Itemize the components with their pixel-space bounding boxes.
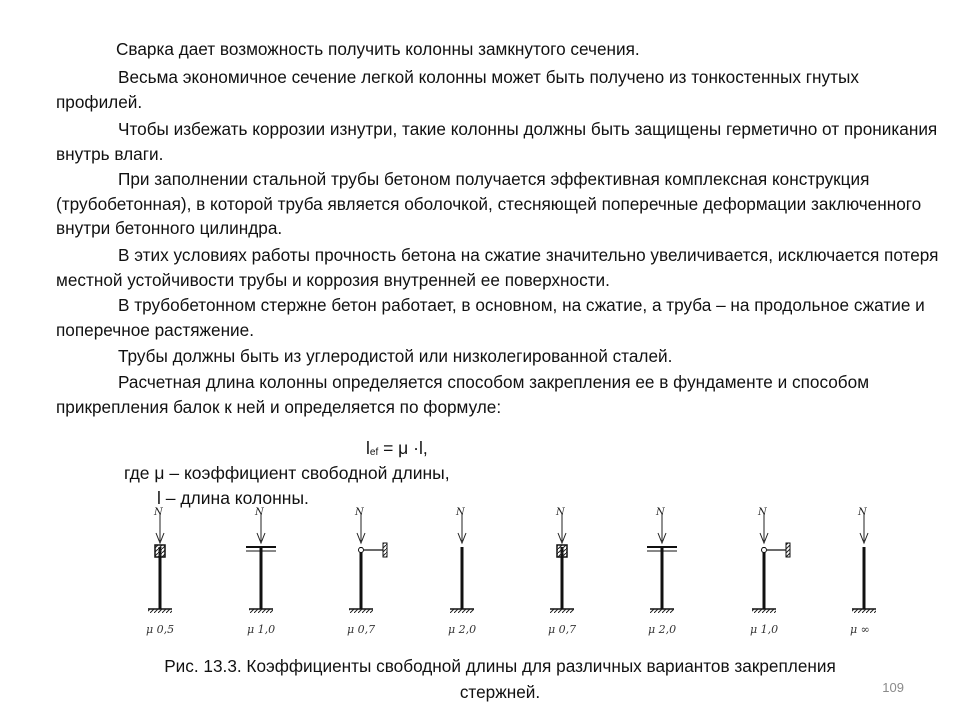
column-support-figure bbox=[130, 505, 910, 645]
column-1 bbox=[146, 507, 174, 636]
base-hatch bbox=[148, 609, 172, 613]
mu-label: μ 0,7 bbox=[347, 623, 376, 636]
load-label: N bbox=[556, 507, 565, 518]
load-label: N bbox=[355, 507, 364, 518]
mu-label: μ 1,0 bbox=[247, 623, 276, 636]
base-hatch bbox=[550, 609, 574, 613]
mu-label: μ 1,0 bbox=[750, 623, 779, 636]
caption-line-1: Рис. 13.3. Коэффициенты свободной длины для различных вариантов закрепления bbox=[164, 656, 836, 676]
column-5 bbox=[548, 507, 576, 636]
load-label: N bbox=[456, 507, 465, 518]
base-hatch bbox=[650, 609, 674, 613]
column-7 bbox=[750, 507, 790, 636]
column-6 bbox=[647, 507, 677, 636]
paragraph-4: При заполнении стальной трубы бетоном получается эффективная комплексная конструкция (трубобетонная), в которой труба является оболочкой, стесняющей поперечные деформации заключенного внутри бетонного цилиндра. bbox=[56, 169, 922, 238]
mu-label: μ 2,0 bbox=[648, 623, 677, 636]
load-label: N bbox=[656, 507, 665, 518]
mu-label: μ 0,7 bbox=[548, 623, 577, 636]
formula-subscript: ef bbox=[369, 447, 379, 458]
page-number: 109 bbox=[882, 680, 904, 695]
mu-label: μ ∞ bbox=[850, 623, 870, 636]
base-hatch bbox=[249, 609, 273, 613]
base-hatch bbox=[349, 609, 373, 613]
paragraph-3: Чтобы избежать коррозии изнутри, такие колонны должны быть защищены герметично от проникания внутрь влаги. bbox=[56, 119, 938, 164]
formula-rhs: = μ ·l, bbox=[378, 438, 428, 458]
mu-label: μ 2,0 bbox=[448, 623, 477, 636]
paragraph-1: Сварка дает возможность получить колонны замкнутого сечения. bbox=[116, 39, 640, 59]
wall-support bbox=[383, 543, 387, 557]
load-label: N bbox=[154, 507, 163, 518]
formula-legend-l: l – длина колонны. bbox=[157, 488, 309, 508]
figure-caption bbox=[100, 653, 900, 705]
fixed-top-support bbox=[155, 545, 165, 557]
column-4 bbox=[448, 507, 476, 636]
wall-support bbox=[786, 543, 790, 557]
column-2 bbox=[246, 507, 276, 636]
paragraph-6: В трубобетонном стержне бетон работает, в основном, на сжатие, а труба – на продольное сжатие и поперечное растяжение. bbox=[56, 295, 925, 340]
pin-joint bbox=[762, 548, 767, 553]
formula-legend-mu: где μ – коэффициент свободной длины, bbox=[124, 463, 450, 483]
load-label: N bbox=[255, 507, 264, 518]
fixed-top-support bbox=[557, 545, 567, 557]
column-8 bbox=[850, 507, 876, 636]
column-3 bbox=[347, 507, 387, 636]
base-hatch bbox=[752, 609, 776, 613]
load-label: N bbox=[858, 507, 867, 518]
paragraph-2: Весьма экономичное сечение легкой колонны может быть получено из тонкостенных гнутых профилей. bbox=[56, 67, 859, 112]
paragraph-8: Расчетная длина колонны определяется способом закрепления ее в фундаменте и способом прикрепления балок к ней и определяется по формуле: bbox=[56, 372, 870, 417]
caption-line-2: стержней. bbox=[459, 682, 541, 702]
mu-label: μ 0,5 bbox=[146, 623, 175, 636]
pin-joint bbox=[359, 548, 364, 553]
base-hatch bbox=[852, 609, 876, 613]
paragraph-5: В этих условиях работы прочность бетона на сжатие значительно увеличивается, исключается потеря местной устойчивости трубы и коррозия внутренней ее поверхности. bbox=[56, 245, 939, 290]
load-label: N bbox=[758, 507, 767, 518]
paragraph-7: Трубы должны быть из углеродистой или низколегированной сталей. bbox=[118, 346, 673, 366]
formula-lhs: l bbox=[366, 438, 370, 458]
base-hatch bbox=[450, 609, 474, 613]
